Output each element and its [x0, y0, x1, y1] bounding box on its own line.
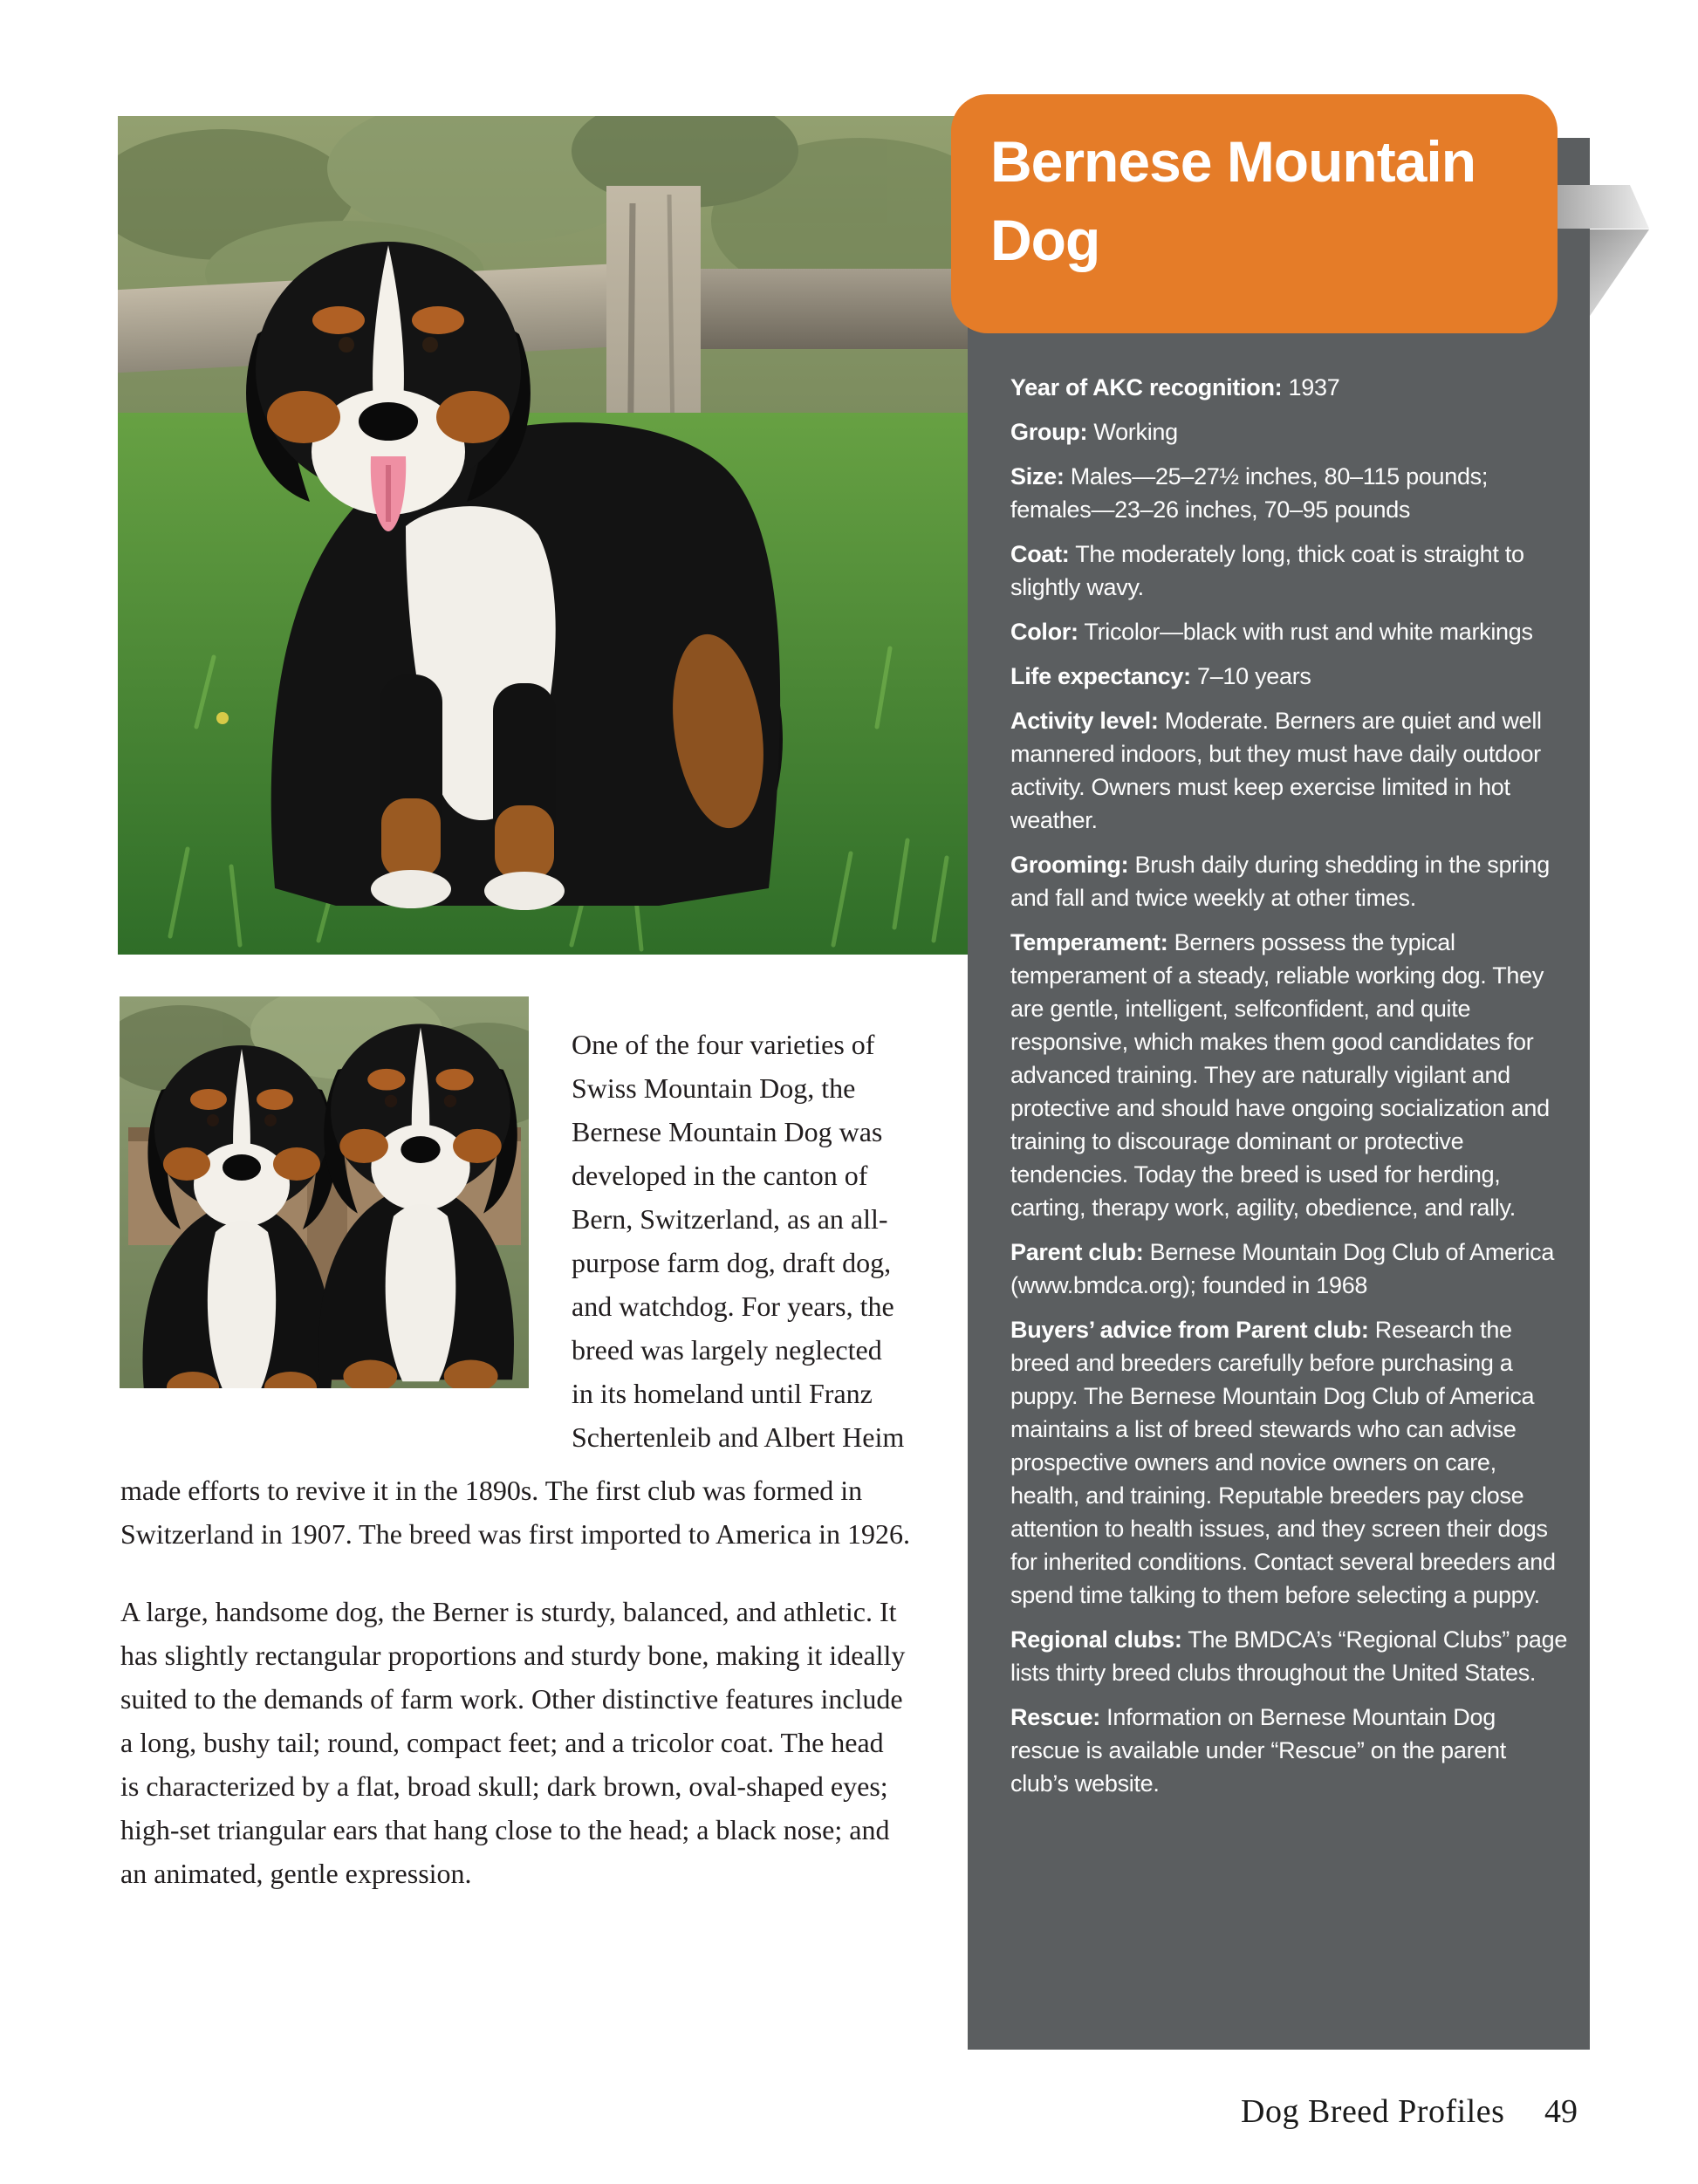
- body-line: and watchdog. For years, the: [572, 1291, 894, 1322]
- bernese-puppies-illustration: [120, 996, 529, 1388]
- body-line: purpose farm dog, draft dog,: [572, 1247, 892, 1278]
- body-line: Bern, Switzerland, as an all-: [572, 1203, 888, 1235]
- fact-entry: Grooming: Brush daily during shedding in the spring and fall and twice weekly at other times.: [1010, 852, 1550, 911]
- fact-label: Parent club:: [1010, 1239, 1144, 1265]
- body-line: suited to the demands of farm work. Other distinctive features include: [120, 1683, 903, 1715]
- body-line: has slightly rectangular proportions and sturdy bone, making it ideally: [120, 1640, 906, 1671]
- body-line: One of the four varieties of: [572, 1029, 875, 1060]
- breed-title-line1: Bernese Mountain: [990, 129, 1476, 194]
- breed-title-line2: Dog: [990, 208, 1100, 272]
- fact-entry: Life expectancy: 7–10 years: [1010, 663, 1311, 689]
- fact-entry: Temperament: Berners possess the typical temperament of a steady, reliable working dog. They are gentle, intelligent, selfconfident, and quite responsive, which makes them good candidates for advanced training. They are naturally vigilant and protective and should have ongoing socialization and training to discourage dominant or protective tendencies. Today the breed is used for herding, carting, therapy work, agility, obedience, and rally.: [1010, 929, 1550, 1221]
- fact-label: Size:: [1010, 463, 1065, 490]
- body-line: Schertenleib and Albert Heim: [572, 1421, 905, 1453]
- body-line: breed was largely neglected: [572, 1334, 882, 1366]
- body-paragraph-2: [120, 1590, 962, 1895]
- fact-entry: Color: Tricolor—black with rust and white markings: [1010, 619, 1533, 645]
- breed-facts-panel-entries: [1010, 371, 1569, 1800]
- fact-label: Temperament:: [1010, 929, 1168, 955]
- fact-entry: Activity level: Moderate. Berners are quiet and well mannered indoors, but they must have daily outdoor activity. Owners must keep exercise limited in hot weather.: [1010, 708, 1542, 833]
- body-line: Swiss Mountain Dog, the: [572, 1072, 856, 1104]
- body-line: a long, bushy tail; round, compact feet; and a tricolor coat. The head: [120, 1727, 884, 1758]
- body-line: developed in the canton of: [572, 1160, 868, 1191]
- fact-label: Grooming:: [1010, 852, 1129, 878]
- body-paragraph-1-full: [120, 1469, 962, 1556]
- breed-facts-panel: [968, 138, 1590, 2050]
- breed-title-box: [951, 94, 1558, 333]
- fact-entry: Coat: The moderately long, thick coat is straight to slightly wavy.: [1010, 541, 1524, 600]
- footer-section-title: Dog Breed Profiles: [1241, 2093, 1505, 2130]
- fact-label: Buyers’ advice from Parent club:: [1010, 1317, 1369, 1343]
- fact-label: Group:: [1010, 419, 1088, 445]
- fact-label: Coat:: [1010, 541, 1070, 567]
- fact-entry: Size: Males—25–27½ inches, 80–115 pounds; females—23–26 inches, 70–95 pounds: [1010, 463, 1489, 523]
- body-line: Bernese Mountain Dog was: [572, 1116, 883, 1147]
- body-line: A large, handsome dog, the Berner is sturdy, balanced, and athletic. It: [120, 1596, 897, 1627]
- fact-label: Activity level:: [1010, 708, 1159, 734]
- fact-entry: Parent club: Bernese Mountain Dog Club of America (www.bmdca.org); founded in 1968: [1010, 1239, 1555, 1298]
- body-paragraph-1-col: [572, 1023, 955, 1459]
- fact-label: Life expectancy:: [1010, 663, 1191, 689]
- body-line: high-set triangular ears that hang close to the head; a black nose; and: [120, 1814, 890, 1845]
- body-line: an animated, gentle expression.: [120, 1858, 472, 1889]
- fact-entry: Year of AKC recognition: 1937: [1010, 374, 1340, 401]
- fact-entry: Buyers’ advice from Parent club: Research the breed and breeders carefully before purchasing a puppy. The Bernese Mountain Dog Club of America maintains a list of breed stewards who can advise prospective owners and novice owners on care, health, and training. Reputable breeders pay close attention to health issues, and they screen their dogs for inherited conditions. Contact several breeders and spend time talking to them before selecting a puppy.: [1010, 1317, 1556, 1608]
- page-number: 49: [1544, 2093, 1578, 2130]
- fact-label: Rescue:: [1010, 1704, 1100, 1730]
- adult-bernese-photo: [118, 116, 969, 955]
- fact-entry: Group: Working: [1010, 419, 1178, 445]
- body-line: Switzerland in 1907. The breed was first imported to America in 1926.: [120, 1518, 910, 1550]
- body-line: made efforts to revive it in the 1890s. The first club was formed in: [120, 1475, 863, 1506]
- fact-label: Year of AKC recognition:: [1010, 374, 1283, 401]
- fact-label: Color:: [1010, 619, 1078, 645]
- adult-bernese-illustration: [118, 116, 969, 955]
- fact-label: Regional clubs:: [1010, 1626, 1182, 1653]
- fact-entry: Rescue: Information on Bernese Mountain Dog rescue is available under “Rescue” on the parent club’s website.: [1010, 1704, 1506, 1797]
- body-line: in its homeland until Franz: [572, 1378, 873, 1409]
- bernese-puppies-photo: [120, 996, 529, 1388]
- bookmark-arrow-icon: [1553, 179, 1658, 323]
- body-line: is characterized by a flat, broad skull; dark brown, oval-shaped eyes;: [120, 1770, 888, 1802]
- fact-entry: Regional clubs: The BMDCA’s “Regional Clubs” page lists thirty breed clubs throughout the United States.: [1010, 1626, 1568, 1686]
